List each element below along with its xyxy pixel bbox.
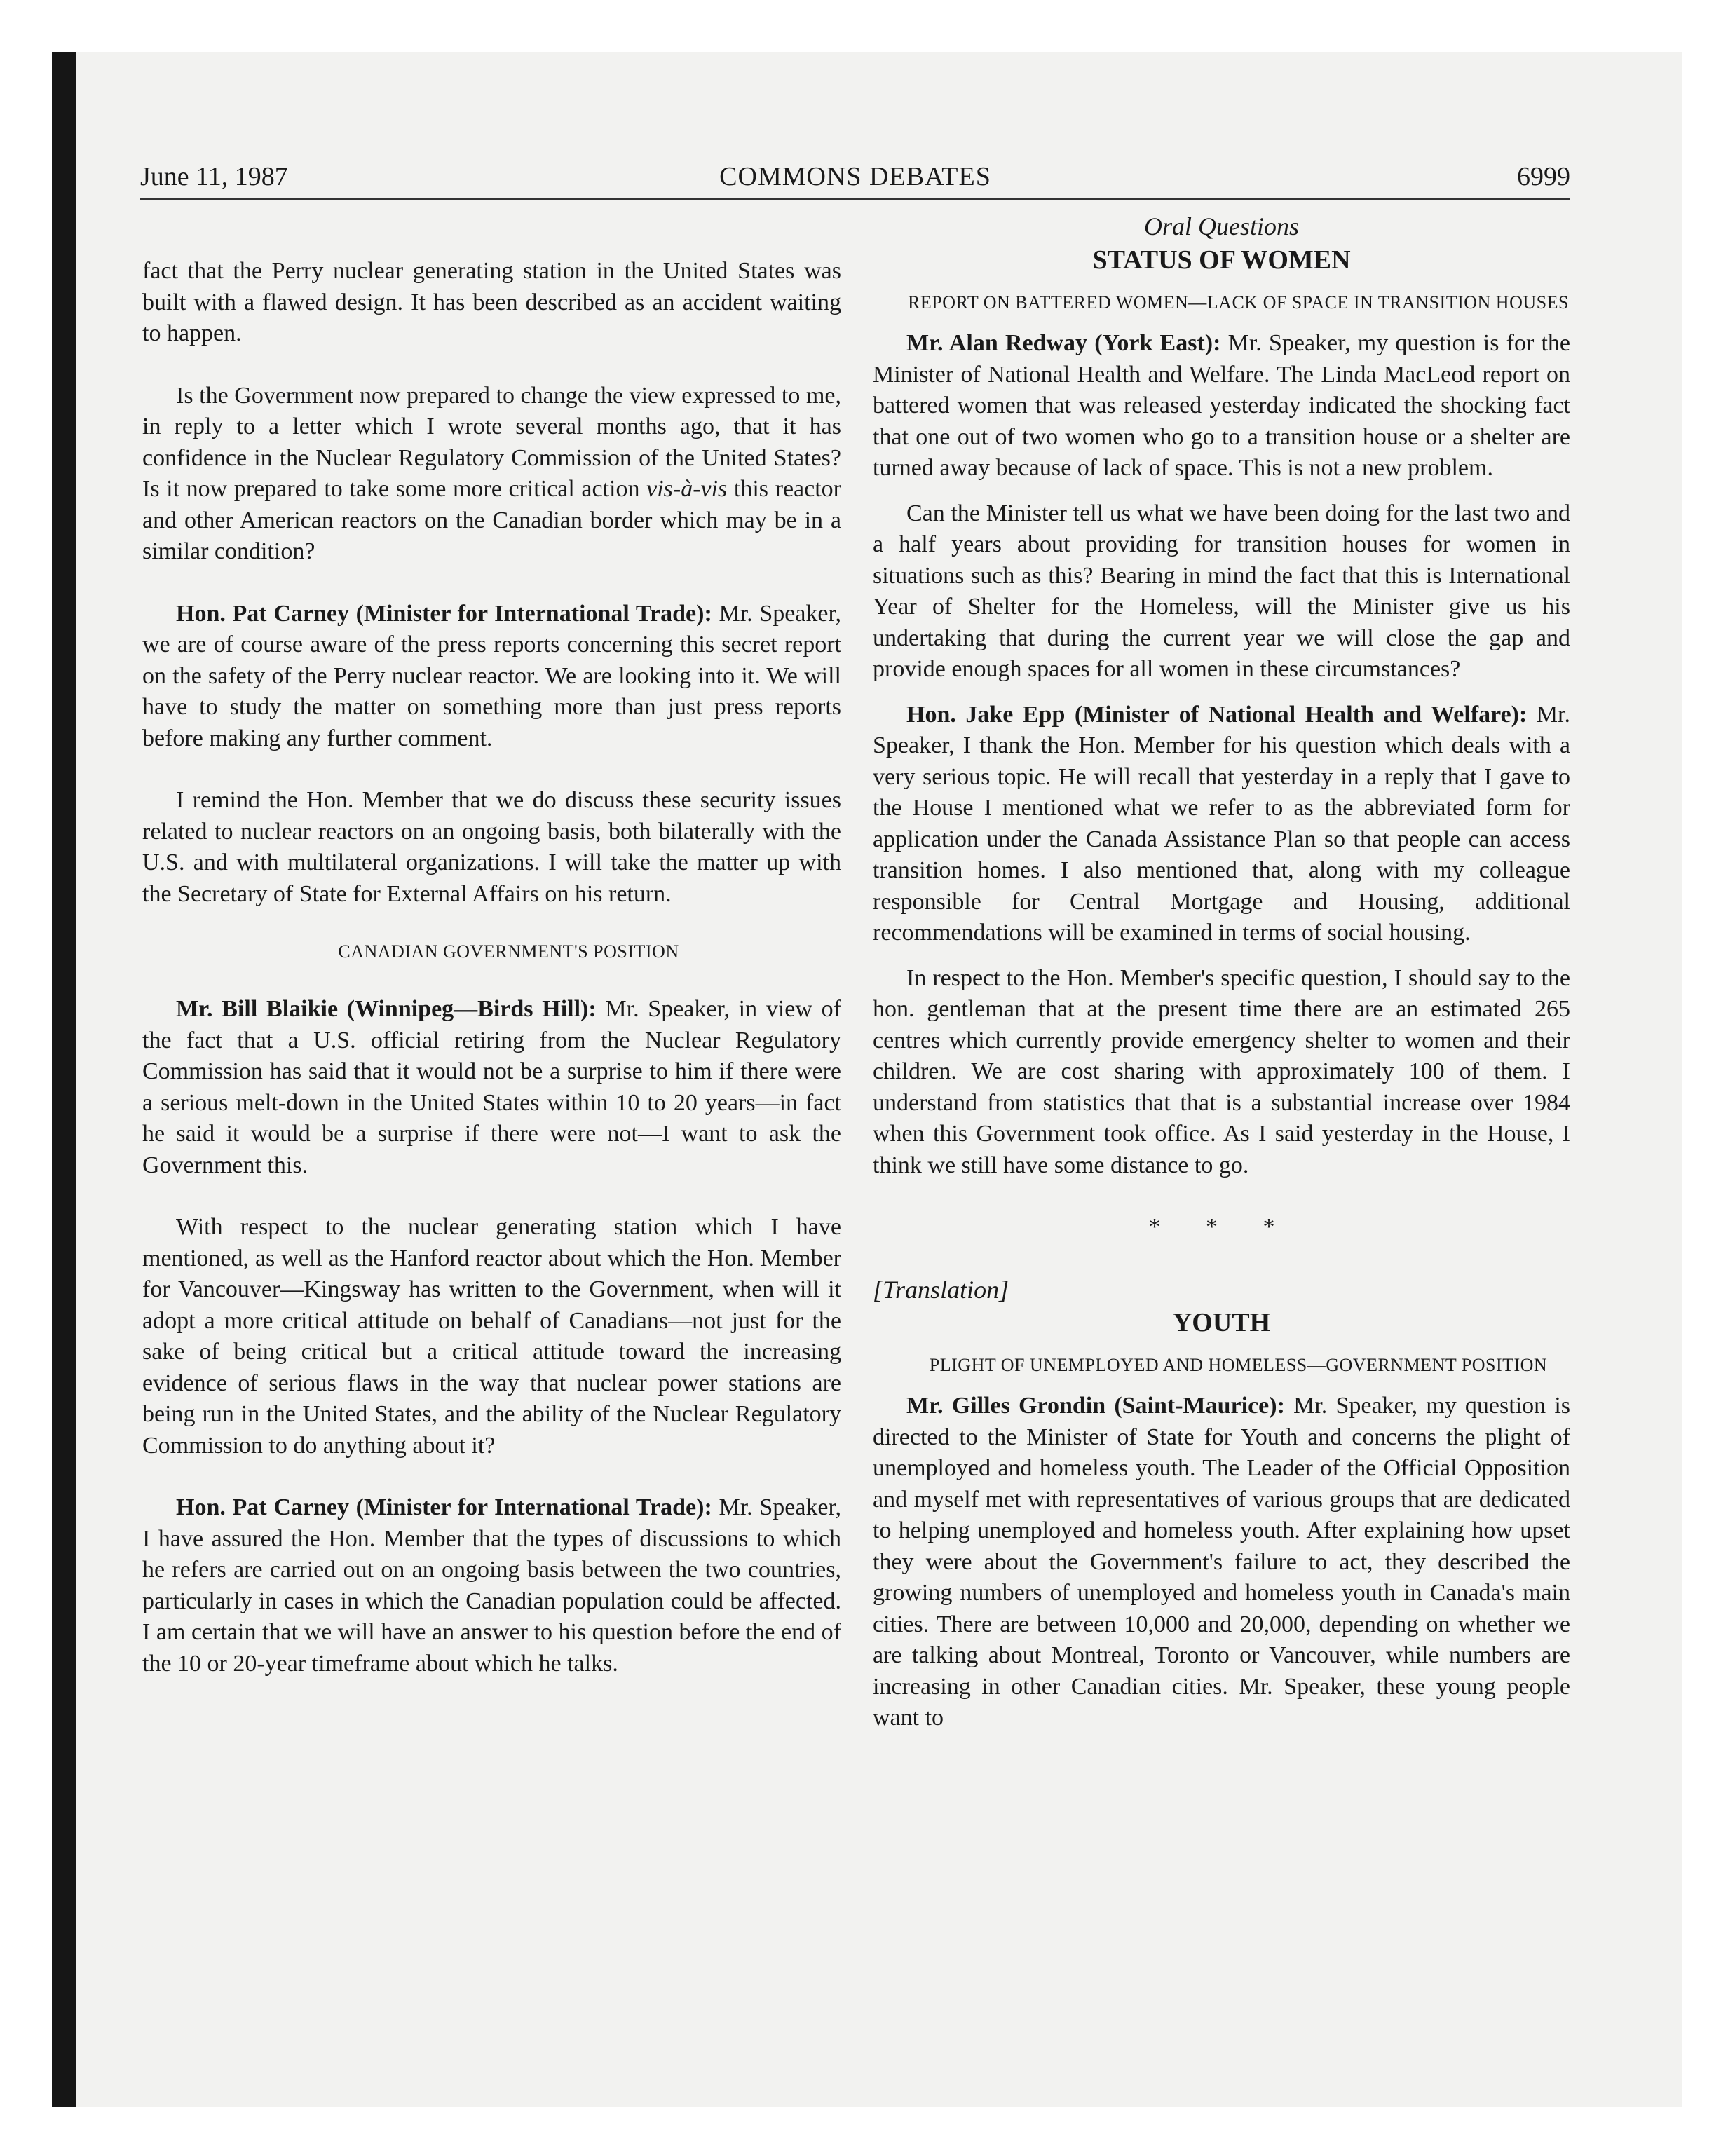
paragraph — [873, 700, 1570, 949]
paragraph-text: Is the Government now prepared to change the view expressed to me, in reply to a letter which I wrote several months ago, that it has confidence in the Nuclear Regulatory Commission of the United States? Is it now prepared to take some more critical action — [142, 382, 841, 502]
paragraph: In respect to the Hon. Member's specific question, I should say to the hon. gentleman that at the present time there are an estimated 265 centres which currently provide emergency shelter to women and their children. We are cost sharing with approximately 100 of them. I understand from statistics that that is a substantial increase over 1984 when this Government took office. As I said yesterday in the House, I think we still have some distance to go. — [873, 964, 1570, 1178]
paragraph-text: this reactor and other American reactors on the Canadian border which may be in a similar condition? — [142, 476, 841, 564]
speech-text: Mr. Speaker, I thank the Hon. Member for his question which deals with a very serious topic. He will recall that yesterday in a reply that I gave to the House I mentioned what we refer to as the abbreviated form for application under the Canada Assistance Plan so that people can access transition homes. I also mentioned that, along with my colleague responsible for Central Mortgage and Housing, additional recommendations will be examined in terms of social housing. — [873, 701, 1570, 946]
left-column — [142, 256, 841, 1679]
speaker-name: Hon. Pat Carney (Minister for International Trade): — [176, 1494, 712, 1520]
section-separator: * * * — [1148, 1214, 1295, 1240]
header-title: COMMONS DEBATES — [719, 162, 991, 191]
section-heading: STATUS OF WOMEN — [1092, 245, 1351, 275]
speaker-name: Mr. Bill Blaikie (Winnipeg—Birds Hill): — [176, 996, 597, 1022]
paragraph — [142, 994, 841, 1181]
paragraph — [142, 1492, 841, 1679]
speech-text: Mr. Speaker, I have assured the Hon. Member that the types of discussions to which he refers are carried out on an ongoing basis between the two countries, particularly in cases in which the Canadian population could be affected. I am certain that we will have an answer to his question before the end of the 10 or 20-year timeframe about which he talks. — [142, 1494, 841, 1677]
header-date: June 11, 1987 — [140, 162, 288, 191]
paragraph: Can the Minister tell us what we have been doing for the last two and a half years about providing for transition houses for women in situations such as this? Bearing in mind the fact that this is International Year of Shelter for the Homeless, will the Minister give us his undertaking that during the current year we will close the gap and provide enough spaces for all women in these circumstances? — [873, 500, 1570, 682]
subheading: CANADIAN GOVERNMENT'S POSITION — [338, 941, 679, 962]
paragraph: With respect to the nuclear generating station which I have mentioned, as well as the Hanford reactor about which the Hon. Member for Vancouver—Kingsway has written to the Government, when will it adopt a more critical attitude on behalf of Canadians—not just for the sake of being critical but a critical attitude toward the increasing evidence of serious flaws in the way that nuclear power stations are being run in the United States, and the ability of the Nuclear Regulatory Commission to do anything about it? — [142, 1214, 841, 1459]
speaker-name: Mr. Gilles Grondin (Saint-Maurice): — [906, 1393, 1285, 1419]
paragraph: I remind the Hon. Member that we do discuss these security issues related to nuclear reactors on an ongoing basis, both bilaterally with the U.S. and with multilateral organizations. I will take the matter up with the Secretary of State for External Affairs on his return. — [142, 787, 841, 907]
paragraph — [873, 328, 1570, 484]
paragraph — [873, 1391, 1570, 1734]
paragraph — [142, 381, 841, 568]
speaker-name: Hon. Pat Carney (Minister for International Trade): — [176, 600, 712, 627]
italic-phrase: vis-à-vis — [646, 476, 728, 502]
speech-text: Mr. Speaker, we are of course aware of the press reports concerning this secret report on the safety of the Perry nuclear reactor. We are looking into it. We will have to study the matter on something more than just press reports before making any further comment. — [142, 600, 841, 751]
speech-text: Mr. Speaker, in view of the fact that a U.S. official retiring from the Nuclear Regulatory Commission has said that it would not be a surprise to him if there were a serious melt-down in the United States within 10 to 20 years—in fact he said it would be a surprise if there were not—I want to ask the Government this. — [142, 996, 841, 1178]
page-header — [140, 158, 1570, 200]
speaker-name: Mr. Alan Redway (York East): — [906, 330, 1221, 356]
subheading: PLIGHT OF UNEMPLOYED AND HOMELESS—GOVERNMENT POSITION — [929, 1355, 1548, 1375]
section-heading: YOUTH — [1172, 1308, 1271, 1337]
speech-text: Mr. Speaker, my question is for the Minister of National Health and Welfare. The Linda MacLeod report on battered women that was released yesterday indicated the shocking fact that one out of two women who go to a transition house or a shelter are turned away because of lack of space. This is not a new problem. — [873, 330, 1570, 481]
oral-questions-label: Oral Questions — [1143, 212, 1299, 240]
speaker-name: Hon. Jake Epp (Minister of National Health and Welfare): — [906, 701, 1528, 728]
paragraph — [142, 599, 841, 755]
header-page-number: 6999 — [1517, 162, 1570, 191]
translation-note: [Translation] — [873, 1275, 1009, 1304]
right-column — [873, 210, 1570, 1734]
paragraph: fact that the Perry nuclear generating station in the United States was built with a flawed design. It has been described as an accident waiting to happen. — [142, 258, 841, 346]
speech-text: Mr. Speaker, my question is directed to the Minister of State for Youth and concerns the plight of unemployed and homeless youth. The Leader of the Official Opposition and myself met with representatives of various groups that are dedicated to helping unemployed and homeless youth. After explaining how upset they were about the Government's failure to act, they described the growing numbers of unemployed and homeless youth in Canada's main cities. There are between 10,000 and 20,000, depending on whether we are talking about Montreal, Toronto or Vancouver, while numbers are increasing in other Canadian cities. Mr. Speaker, these young people want to — [873, 1393, 1570, 1731]
subheading: REPORT ON BATTERED WOMEN—LACK OF SPACE IN TRANSITION HOUSES — [908, 292, 1569, 313]
scan-binding-edge — [52, 52, 76, 2107]
